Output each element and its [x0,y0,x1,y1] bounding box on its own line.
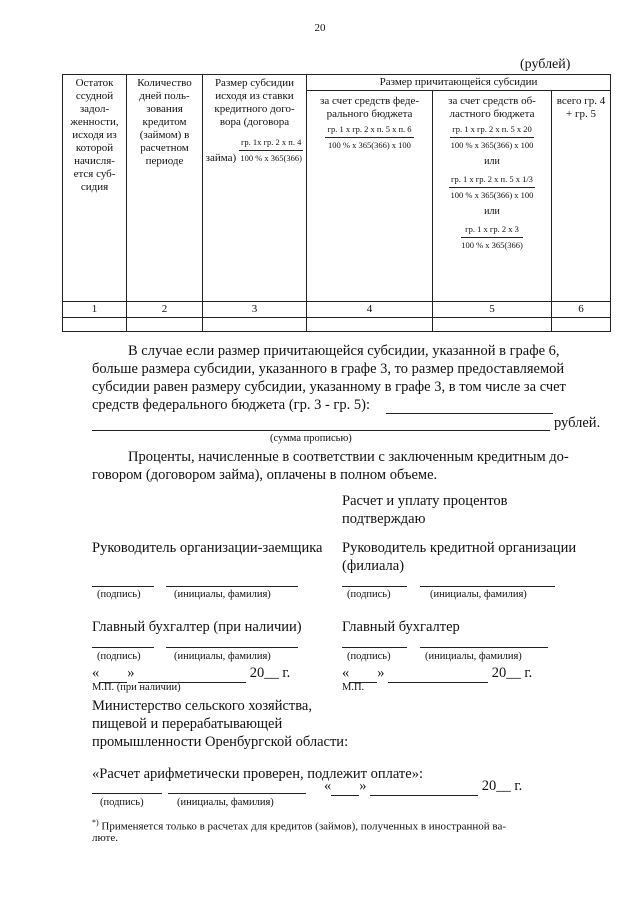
paragraph1-line2: больше размера субсидии, указанного в графе 3, то размер предоставляемой [92,361,565,377]
ministry-line3: промышленности Оренбургской области: [92,734,349,750]
footnote-mark: *) [92,818,99,827]
formula-col5-1-den: 100 % х 365(366) х 100 [450,140,534,150]
paragraph1-line1: В случае если размер причитающейся субсидии, указанной в графе 6, [128,343,560,359]
header-total: всего гр. 4 + гр. 5 [552,91,611,302]
bank-accountant-name-line [420,647,548,648]
date-open-quote: « [92,665,100,681]
header-subsidy-by-rate [203,75,307,302]
amount-in-words-caption: (сумма прописью) [270,433,352,444]
check-statement: «Расчет арифметически проверен, подлежит оплате»: [92,766,423,782]
bank-accountant-title: Главный бухгалтер [342,619,460,635]
formula-col4-num: гр. 1 х гр. 2 х п. 5 х п. 6 [325,124,413,138]
formula-col4 [325,124,413,151]
empty-cell [203,318,307,332]
paragraph2-line1: Проценты, начисленные в соответствии с заключенным кредитным до- [128,449,569,465]
bank-accountant-signature-line [342,647,407,648]
empty-cell [127,318,203,332]
paragraph1-line3: субсидии равен размеру субсидии, указанному в графе 3, в том числе за счет [92,379,566,395]
date-open-quote: « [324,778,332,794]
footnote-line2: люте. [92,832,119,844]
borrower-accountant-signature-line [92,647,154,648]
borrower-accountant-title: Главный бухгалтер (при наличии) [92,619,302,635]
borrower-accountant-name-line [166,647,298,648]
borrower-head-name-caption: (инициалы, фамилия) [174,589,271,600]
date-open-quote: « [342,665,350,681]
borrower-head-signature-caption: (подпись) [97,589,141,600]
bank-head-signature-line [342,586,407,587]
bank-accountant-signature-caption: (подпись) [347,651,391,662]
formula-col3-num: гр. 1х гр. 2 х п. 4 [239,137,303,151]
page-number: 20 [314,22,326,34]
check-signature-caption: (подпись) [100,797,144,808]
footnote-line1: Применяется только в расчетах для кредитов (займов), полученных в иностранной ва- [101,820,507,833]
date-year: 20__ г. [481,778,523,794]
header-federal-budget-label: за счет средств феде-рального бюджета [320,95,419,120]
formula-col3 [239,137,303,164]
bank-head-name-caption: (инициалы, фамилия) [430,589,527,600]
or-text-2: или [484,206,500,217]
ministry-line1: Министерство сельского хозяйства, [92,698,312,714]
date-close-quote: » [377,665,385,681]
column-number-2: 2 [127,302,203,318]
empty-cell [433,318,552,332]
borrower-date [92,665,290,683]
borrower-head-signature-line [92,586,154,587]
bank-head-title-line1: Руководитель кредитной организации [342,540,577,556]
date-year: 20__ г. [491,665,533,681]
column-number-5: 5 [433,302,552,318]
date-year: 20__ г. [249,665,291,681]
header-loan-balance: Остаток ссудной задол-женности, исходя из которой начисля-ется суб-сидия [63,75,127,302]
borrower-head-name-line [166,586,298,587]
bank-date [342,665,532,683]
header-days-of-use: Количество дней поль-зования кредитом (займом) в расчетном периоде [127,75,203,302]
borrower-accountant-signature-caption: (подпись) [97,651,141,662]
formula-col5-3-den: 100 % х 365(366) [461,240,523,250]
borrower-stamp-place: М.П. (при наличии) [92,682,181,693]
bank-stamp-place: М.П. [342,682,365,693]
date-close-quote: » [127,665,135,681]
borrower-accountant-name-caption: (инициалы, фамилия) [174,651,271,662]
bank-head-title-line2: (филиала) [342,558,405,574]
empty-cell [552,318,611,332]
confirm-line2: подтверждаю [342,511,426,527]
formula-col5-2-den: 100 % х 365(366) х 100 [450,190,534,200]
footnote [92,816,506,834]
borrower-head-title: Руководитель организации-заемщика [92,540,323,556]
confirm-line1: Расчет и уплату процентов [342,493,508,509]
bank-head-signature-caption: (подпись) [347,589,391,600]
rubles-label: рублей. [554,415,601,431]
header-regional-budget [433,91,552,302]
currency-note: (рублей) [520,57,571,72]
formula-col3-den: 100 % х 365(366) [240,153,302,163]
paragraph2-line2: говором (договором займа), оплачены в полном объеме. [92,467,438,483]
subsidy-table [62,74,611,332]
column-number-4: 4 [307,302,433,318]
check-signature-line [92,793,162,794]
formula-col5-3-num: гр. 1 х гр. 2 х 3 [461,224,523,238]
date-close-quote: » [359,778,367,794]
paragraph1-line4: средств федерального бюджета (гр. 3 - гр. 5): [92,397,370,413]
check-name-caption: (инициалы, фамилия) [177,797,274,808]
bank-accountant-name-caption: (инициалы, фамилия) [425,651,522,662]
header-subsidy-by-rate-label: Размер субсидии исходя из ставки кредитного дого-вора (договора займа) [205,77,295,164]
amount-line [386,413,553,414]
ministry-line2: пищевой и перерабатывающей [92,716,283,732]
bank-head-name-line [420,586,555,587]
header-due-subsidy: Размер причитающейся субсидии [307,75,611,91]
formula-col5-1 [450,124,534,151]
empty-cell [307,318,433,332]
check-name-line [168,793,306,794]
formula-col4-den: 100 % х 365(366) х 100 [328,140,411,150]
formula-col5-2-num: гр. 1 х гр. 2 х п. 5 х 1/3 [449,174,535,188]
column-number-3: 3 [203,302,307,318]
column-number-6: 6 [552,302,611,318]
header-regional-budget-label: за счет средств об-ластного бюджета [448,95,536,120]
formula-col5-2 [449,174,535,201]
amount-words-line [92,430,550,431]
or-text-1: или [484,156,500,167]
formula-col5-1-num: гр. 1 х гр. 2 х п. 5 х 20 [450,124,534,138]
check-date [324,778,522,796]
empty-cell [63,318,127,332]
column-number-1: 1 [63,302,127,318]
header-federal-budget [307,91,433,302]
formula-col5-3 [461,224,523,251]
